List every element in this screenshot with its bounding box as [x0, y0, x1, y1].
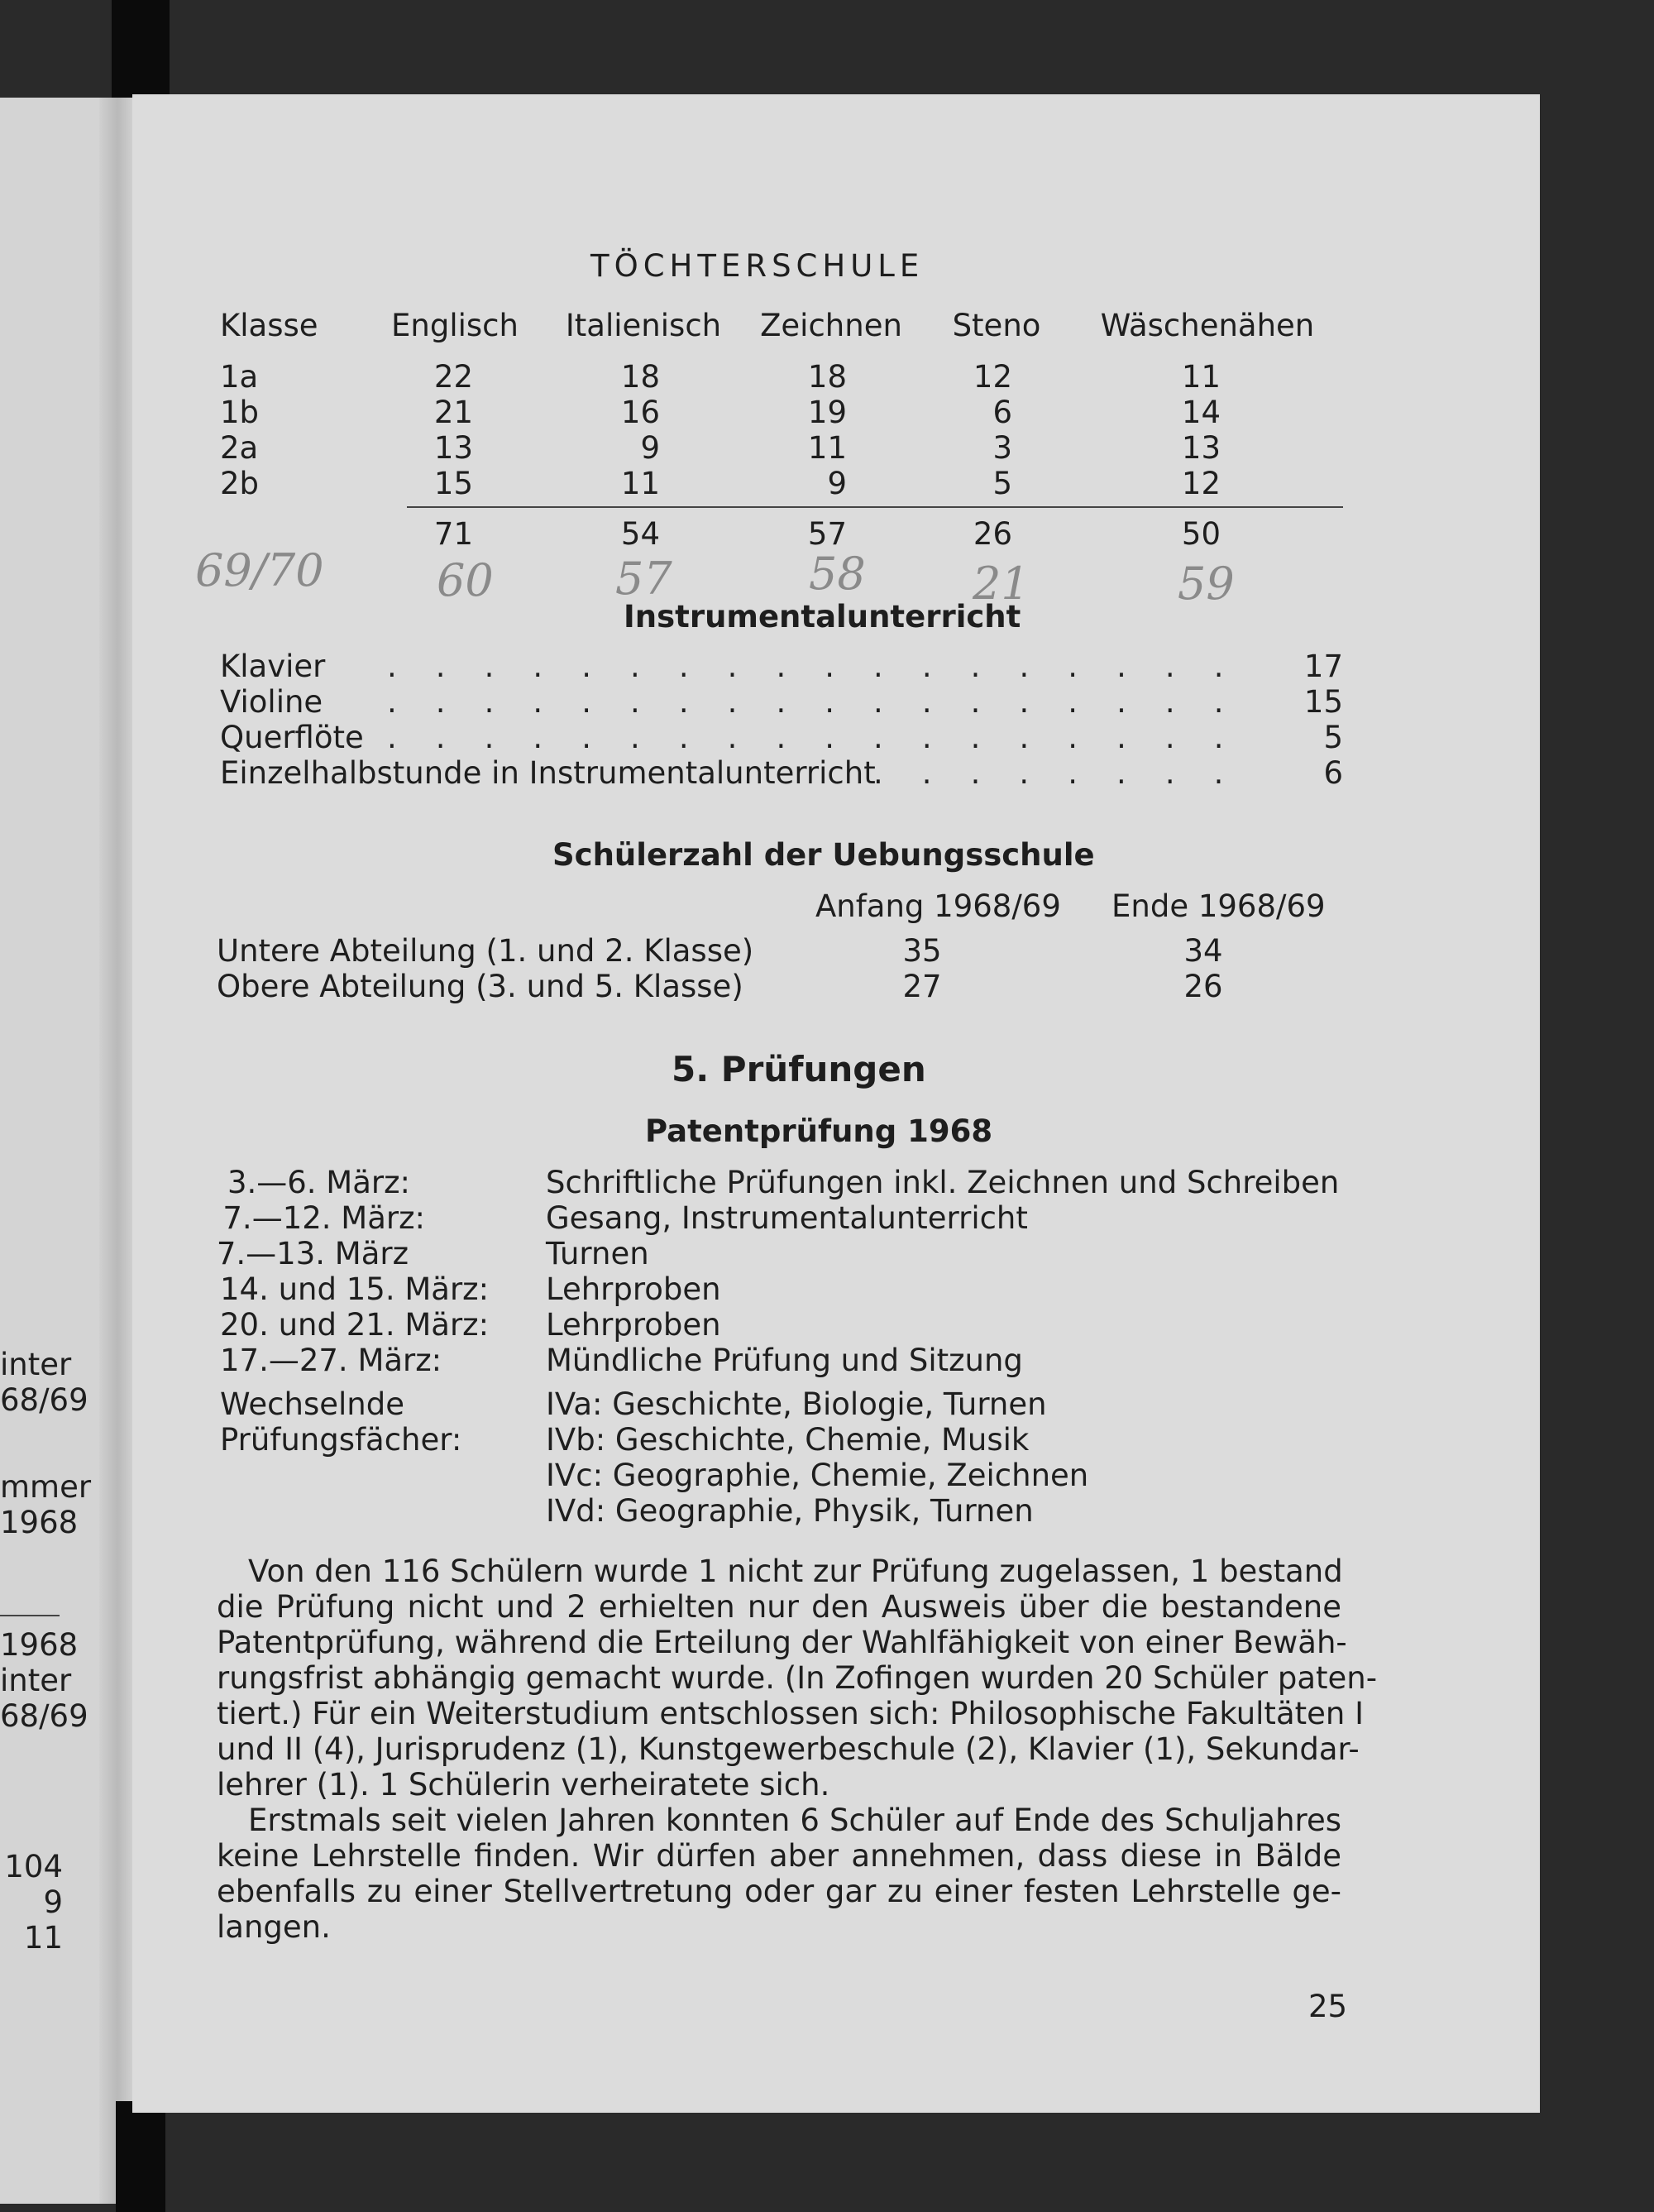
left-margin-text: 104	[4, 1849, 63, 1884]
table-cell: 18	[807, 359, 847, 395]
table-cell: 13	[1181, 430, 1221, 466]
instrumental-title: Instrumentalunterricht	[624, 599, 1021, 634]
text-line: tiert.) Für ein Weiterstudium entschlossen sich: Philosophische Fakultäten I	[217, 1696, 1365, 1731]
table-cell: 21	[433, 395, 473, 430]
table-cell: 11	[807, 430, 847, 466]
total-cell: 57	[807, 516, 847, 552]
text-line: lehrer (1). 1 Schülerin verheiratete sich.	[217, 1767, 830, 1803]
left-margin-text: 68/69	[0, 1382, 88, 1418]
instrument-label: Klavier	[220, 649, 326, 684]
left-margin-text: mmer	[0, 1469, 92, 1505]
text-line: und II (4), Jurisprudenz (1), Kunstgewerbeschule (2), Klavier (1), Sekundar-	[217, 1731, 1360, 1767]
subject-line: IVc: Geographie, Chemie, Zeichnen	[546, 1458, 1089, 1493]
schedule-date: 7.—12. März:	[222, 1200, 425, 1236]
schedule-desc: Gesang, Instrumentalunterricht	[546, 1200, 1028, 1236]
table-cell: 5	[992, 466, 1012, 501]
table-cell: 3	[992, 430, 1012, 466]
table-cell: 18	[620, 359, 660, 395]
leader-dots: . . . . . . . . . . . . . . . . . .	[387, 649, 1224, 684]
left-margin-text: 68/69	[0, 1698, 88, 1734]
totals-rule	[407, 506, 1343, 508]
table-cell: 35	[902, 933, 942, 969]
text-line: langen.	[217, 1909, 331, 1945]
table-cell: 2a	[220, 430, 259, 466]
table-cell: 12	[1181, 466, 1221, 501]
table-cell: 16	[620, 395, 660, 430]
schedule-date: 14. und 15. März:	[220, 1271, 490, 1307]
total-cell: 50	[1181, 516, 1221, 552]
text-line: die Prüfung nicht und 2 erhielten nur den Ausweis über die bestandene	[217, 1589, 1341, 1625]
col-header-englisch: Englisch	[391, 308, 519, 343]
page-number: 25	[1308, 1989, 1348, 2024]
table-cell: 34	[1183, 933, 1223, 969]
table-cell: 14	[1181, 395, 1221, 430]
instrument-value: 6	[1323, 755, 1343, 791]
book-spine	[99, 98, 132, 2204]
instrument-value: 15	[1303, 684, 1343, 720]
subject-line: IVa: Geschichte, Biologie, Turnen	[546, 1386, 1047, 1422]
table-cell: 1b	[220, 395, 260, 430]
toechterschule-title: TÖCHTERSCHULE	[590, 248, 925, 284]
text-line: Patentprüfung, während die Erteilung der Wahlfähigkeit von einer Bewäh-	[217, 1625, 1347, 1660]
col-header-klasse: Klasse	[220, 308, 318, 343]
schedule-date: 7.—13. März	[216, 1236, 409, 1271]
handwritten-note: 21	[973, 558, 1030, 610]
handwritten-note: 60	[437, 554, 494, 606]
table-cell: 6	[992, 395, 1012, 430]
handwritten-note: 59	[1178, 558, 1235, 610]
schedule-desc: Lehrproben	[546, 1271, 721, 1307]
uebungsschule-title: Schülerzahl der Uebungsschule	[552, 837, 1095, 873]
wechselnde-label: Wechselnde	[220, 1386, 404, 1422]
table-cell: 1a	[220, 359, 259, 395]
instrument-label: Violine	[220, 684, 323, 720]
schedule-date: 17.—27. März:	[220, 1343, 442, 1378]
schedule-desc: Lehrproben	[546, 1307, 721, 1343]
table-cell: 11	[620, 466, 660, 501]
table-cell: 2b	[220, 466, 260, 501]
total-cell: 71	[433, 516, 473, 552]
table-cell: 9	[827, 466, 847, 501]
schedule-desc: Schriftliche Prüfungen inkl. Zeichnen und Schreiben	[546, 1165, 1340, 1200]
table-cell: 9	[640, 430, 660, 466]
schedule-desc: Turnen	[546, 1236, 649, 1271]
table-cell: 12	[973, 359, 1012, 395]
paragraph-lehrstellen	[217, 1803, 1341, 1945]
section-subheading: Patentprüfung 1968	[645, 1113, 993, 1149]
row-label: Obere Abteilung (3. und 5. Klasse)	[217, 969, 743, 1004]
left-margin-text: 1968	[0, 1627, 79, 1663]
subject-line: IVb: Geschichte, Chemie, Musik	[546, 1422, 1030, 1458]
left-margin-text: inter	[0, 1347, 72, 1382]
table-cell: 22	[433, 359, 473, 395]
instrument-label: Einzelhalbstunde in Instrumentalunterricht	[220, 755, 876, 791]
table-cell: 15	[433, 466, 473, 501]
leader-dots: . . . . . . . . . . . . . . . . . .	[387, 684, 1224, 720]
total-cell: 54	[620, 516, 660, 552]
scan-clip-top	[112, 0, 170, 98]
wechselnde-label: Prüfungsfächer:	[220, 1422, 462, 1458]
handwritten-note: 58	[809, 548, 866, 600]
instrument-value: 17	[1303, 649, 1343, 684]
schedule-date: 20. und 21. März:	[220, 1307, 490, 1343]
left-margin-text: inter	[0, 1663, 72, 1698]
col-header-steno: Steno	[952, 308, 1041, 343]
text-line: ebenfalls zu einer Stellvertretung oder gar zu einer festen Lehrstelle ge-	[217, 1874, 1341, 1909]
table-cell: 11	[1181, 359, 1221, 395]
col-header-waeschenaehen: Wäschenähen	[1100, 308, 1315, 343]
instrument-label: Querflöte	[220, 720, 364, 755]
leader-dots: . . . . . . . .	[873, 755, 1224, 791]
text-line: Erstmals seit vielen Jahren konnten 6 Schüler auf Ende des Schuljahres	[248, 1803, 1341, 1838]
text-line: Von den 116 Schülern wurde 1 nicht zur Prüfung zugelassen, 1 bestand	[248, 1554, 1343, 1589]
table-cell: 13	[433, 430, 473, 466]
table-cell: 26	[1183, 969, 1223, 1004]
left-margin-rule	[0, 1615, 60, 1616]
left-margin-text: 1968	[0, 1505, 79, 1540]
schedule-desc: Mündliche Prüfung und Sitzung	[546, 1343, 1023, 1378]
instrument-value: 5	[1323, 720, 1343, 755]
section-heading: 5. Prüfungen	[672, 1049, 926, 1089]
scan-clip-bottom	[116, 2101, 165, 2212]
handwritten-note: 69/70	[195, 544, 324, 596]
left-margin-text: 11	[23, 1920, 63, 1956]
total-cell: 26	[973, 516, 1012, 552]
subject-line: IVd: Geographie, Physik, Turnen	[546, 1493, 1034, 1529]
table-cell: 27	[902, 969, 942, 1004]
leader-dots: . . . . . . . . . . . . . . . . . .	[387, 720, 1224, 755]
col-header-anfang: Anfang 1968/69	[815, 888, 1061, 924]
row-label: Untere Abteilung (1. und 2. Klasse)	[217, 933, 754, 969]
col-header-zeichnen: Zeichnen	[760, 308, 902, 343]
paragraph-results	[217, 1554, 1378, 1803]
handwritten-note: 57	[615, 553, 672, 605]
text-line: keine Lehrstelle finden. Wir dürfen aber annehmen, dass diese in Bälde	[217, 1838, 1341, 1874]
left-margin-text: 9	[43, 1884, 63, 1920]
col-header-italienisch: Italienisch	[565, 308, 722, 343]
schedule-date: 3.—6. März:	[227, 1165, 410, 1200]
text-line: rungsfrist abhängig gemacht wurde. (In Zofingen wurden 20 Schüler paten-	[217, 1660, 1378, 1696]
table-cell: 19	[807, 395, 847, 430]
col-header-ende: Ende 1968/69	[1111, 888, 1326, 924]
